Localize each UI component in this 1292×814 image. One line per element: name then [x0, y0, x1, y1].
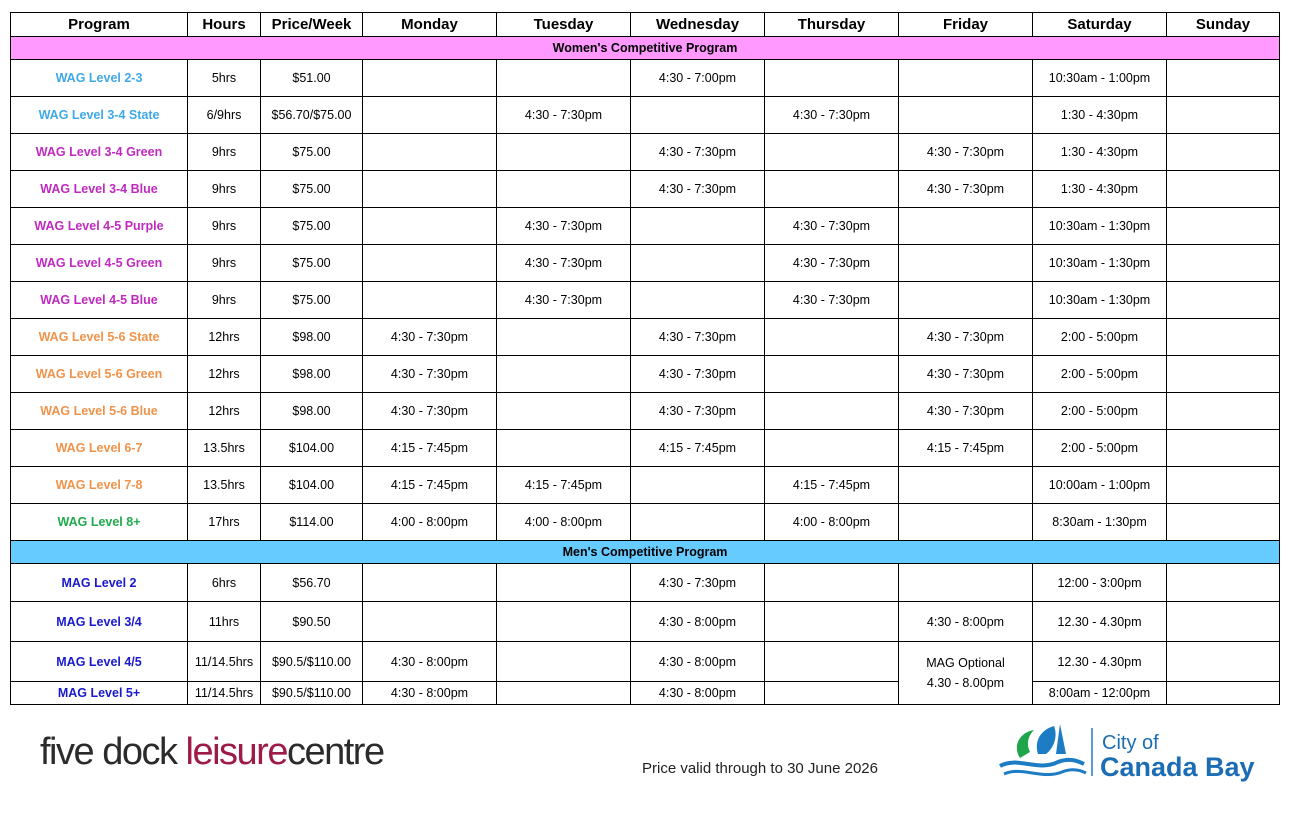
schedule-cell-thu [765, 171, 899, 208]
schedule-cell-fri [899, 97, 1033, 134]
schedule-cell-mon [363, 171, 497, 208]
price-cell: $98.00 [261, 319, 363, 356]
schedule-cell-wed [631, 245, 765, 282]
table-row [11, 642, 1280, 682]
table-row [11, 208, 1280, 245]
logo-text-canada-bay: Canada Bay [1100, 752, 1255, 782]
schedule-cell-fri: 4:30 - 7:30pm [899, 171, 1033, 208]
schedule-cell-thu [765, 682, 899, 705]
hours-cell: 6/9hrs [188, 97, 261, 134]
logo-text-city-of: City of [1102, 732, 1159, 754]
hours-cell: 13.5hrs [188, 430, 261, 467]
price-validity-note: Price valid through to 30 June 2026 [642, 760, 878, 777]
header-row [11, 13, 1280, 37]
schedule-cell-sun [1167, 245, 1280, 282]
schedule-cell-mon: 4:15 - 7:45pm [363, 467, 497, 504]
schedule-cell-tue: 4:30 - 7:30pm [497, 245, 631, 282]
price-cell: $75.00 [261, 282, 363, 319]
table-row [11, 504, 1280, 541]
logo-text-centre: centre [286, 731, 384, 773]
canada-bay-emblem-icon [1000, 724, 1086, 775]
program-name: WAG Level 5-6 Blue [11, 393, 188, 430]
schedule-cell-tue [497, 564, 631, 602]
schedule-cell-sun [1167, 467, 1280, 504]
table-row [11, 682, 1280, 705]
schedule-cell-mon [363, 97, 497, 134]
schedule-cell-sat: 2:00 - 5:00pm [1033, 430, 1167, 467]
schedule-cell-mon [363, 60, 497, 97]
schedule-cell-thu: 4:30 - 7:30pm [765, 282, 899, 319]
schedule-cell-tue [497, 602, 631, 642]
schedule-cell-tue [497, 171, 631, 208]
schedule-cell-tue [497, 319, 631, 356]
schedule-cell-fri-mag-optional [899, 642, 1033, 705]
schedule-cell-sun [1167, 504, 1280, 541]
schedule-cell-sat: 10:30am - 1:30pm [1033, 282, 1167, 319]
schedule-cell-wed [631, 97, 765, 134]
program-name: WAG Level 5-6 Green [11, 356, 188, 393]
schedule-cell-sun [1167, 356, 1280, 393]
schedule-cell-sat: 8:00am - 12:00pm [1033, 682, 1167, 705]
section-title: Men's Competitive Program [11, 541, 1280, 564]
price-cell: $56.70/$75.00 [261, 97, 363, 134]
schedule-cell-thu [765, 602, 899, 642]
schedule-cell-tue: 4:30 - 7:30pm [497, 97, 631, 134]
table-row [11, 430, 1280, 467]
schedule-cell-tue: 4:30 - 7:30pm [497, 208, 631, 245]
schedule-cell-tue [497, 642, 631, 682]
col-header-tuesday: Tuesday [497, 13, 631, 37]
schedule-cell-sat: 12.30 - 4.30pm [1033, 642, 1167, 682]
five-dock-leisure-centre-logo [40, 731, 384, 774]
schedule-cell-mon [363, 282, 497, 319]
schedule-cell-wed: 4:30 - 8:00pm [631, 642, 765, 682]
price-cell: $114.00 [261, 504, 363, 541]
schedule-cell-mon [363, 602, 497, 642]
schedule-cell-tue [497, 134, 631, 171]
hours-cell: 12hrs [188, 356, 261, 393]
mag-optional-time: 4.30 - 8.00pm [926, 676, 1005, 690]
table-row [11, 245, 1280, 282]
schedule-cell-fri [899, 467, 1033, 504]
schedule-cell-fri: 4:30 - 8:00pm [899, 602, 1033, 642]
price-cell: $90.5/$110.00 [261, 682, 363, 705]
col-header-program: Program [11, 13, 188, 37]
hours-cell: 12hrs [188, 319, 261, 356]
schedule-cell-sun [1167, 319, 1280, 356]
schedule-cell-wed: 4:30 - 7:00pm [631, 60, 765, 97]
schedule-cell-fri: 4:30 - 7:30pm [899, 134, 1033, 171]
schedule-cell-wed: 4:30 - 8:00pm [631, 602, 765, 642]
col-header-hours: Hours [188, 13, 261, 37]
schedule-cell-mon: 4:30 - 8:00pm [363, 682, 497, 705]
schedule-cell-mon: 4:30 - 8:00pm [363, 642, 497, 682]
schedule-cell-mon: 4:30 - 7:30pm [363, 356, 497, 393]
schedule-cell-fri [899, 504, 1033, 541]
table-row [11, 393, 1280, 430]
schedule-cell-mon: 4:30 - 7:30pm [363, 393, 497, 430]
schedule-cell-mon [363, 208, 497, 245]
col-header-friday: Friday [899, 13, 1033, 37]
schedule-cell-sun [1167, 602, 1280, 642]
table-row [11, 467, 1280, 504]
schedule-cell-fri: 4:30 - 7:30pm [899, 393, 1033, 430]
schedule-cell-sat: 12:00 - 3:00pm [1033, 564, 1167, 602]
schedule-cell-thu: 4:00 - 8:00pm [765, 504, 899, 541]
schedule-cell-wed [631, 208, 765, 245]
schedule-cell-tue [497, 393, 631, 430]
table-row [11, 564, 1280, 602]
price-cell: $75.00 [261, 245, 363, 282]
schedule-cell-wed: 4:30 - 7:30pm [631, 393, 765, 430]
schedule-table [10, 12, 1280, 705]
schedule-cell-thu [765, 430, 899, 467]
price-cell: $98.00 [261, 356, 363, 393]
schedule-cell-sat: 10:30am - 1:30pm [1033, 208, 1167, 245]
price-cell: $75.00 [261, 171, 363, 208]
hours-cell: 9hrs [188, 171, 261, 208]
logo-text-five-dock: five dock [40, 731, 186, 773]
schedule-cell-tue [497, 430, 631, 467]
price-cell: $98.00 [261, 393, 363, 430]
col-header-saturday: Saturday [1033, 13, 1167, 37]
schedule-cell-sat: 2:00 - 5:00pm [1033, 319, 1167, 356]
program-name: WAG Level 2-3 [11, 60, 188, 97]
schedule-cell-sat: 2:00 - 5:00pm [1033, 393, 1167, 430]
schedule-cell-fri [899, 245, 1033, 282]
program-name: WAG Level 4-5 Purple [11, 208, 188, 245]
program-name: WAG Level 3-4 Green [11, 134, 188, 171]
city-of-canada-bay-logo [998, 720, 1278, 784]
schedule-cell-fri: 4:15 - 7:45pm [899, 430, 1033, 467]
hours-cell: 6hrs [188, 564, 261, 602]
schedule-cell-wed: 4:30 - 7:30pm [631, 319, 765, 356]
hours-cell: 11/14.5hrs [188, 642, 261, 682]
schedule-cell-thu: 4:30 - 7:30pm [765, 245, 899, 282]
schedule-cell-thu: 4:30 - 7:30pm [765, 208, 899, 245]
schedule-cell-sun [1167, 134, 1280, 171]
schedule-cell-tue [497, 682, 631, 705]
logo-text-leisure: leisure [185, 731, 287, 773]
schedule-cell-tue [497, 60, 631, 97]
price-cell: $75.00 [261, 134, 363, 171]
price-cell: $90.50 [261, 602, 363, 642]
schedule-cell-sat: 8:30am - 1:30pm [1033, 504, 1167, 541]
hours-cell: 13.5hrs [188, 467, 261, 504]
schedule-cell-sat: 10:00am - 1:00pm [1033, 467, 1167, 504]
schedule-cell-wed [631, 282, 765, 319]
schedule-cell-sun [1167, 393, 1280, 430]
schedule-cell-thu [765, 60, 899, 97]
hours-cell: 5hrs [188, 60, 261, 97]
schedule-cell-sun [1167, 97, 1280, 134]
schedule-cell-wed: 4:30 - 7:30pm [631, 134, 765, 171]
col-header-thursday: Thursday [765, 13, 899, 37]
hours-cell: 17hrs [188, 504, 261, 541]
schedule-cell-sun [1167, 208, 1280, 245]
program-name: MAG Level 4/5 [11, 642, 188, 682]
hours-cell: 9hrs [188, 245, 261, 282]
program-name: WAG Level 8+ [11, 504, 188, 541]
price-cell: $51.00 [261, 60, 363, 97]
schedule-cell-mon [363, 564, 497, 602]
schedule-cell-mon [363, 134, 497, 171]
schedule-cell-wed [631, 504, 765, 541]
price-cell: $90.5/$110.00 [261, 642, 363, 682]
schedule-cell-sat: 1:30 - 4:30pm [1033, 171, 1167, 208]
schedule-cell-thu: 4:15 - 7:45pm [765, 467, 899, 504]
program-name: MAG Level 5+ [11, 682, 188, 705]
table-row [11, 134, 1280, 171]
hours-cell: 9hrs [188, 282, 261, 319]
schedule-cell-thu [765, 393, 899, 430]
schedule-cell-tue: 4:00 - 8:00pm [497, 504, 631, 541]
schedule-cell-mon: 4:15 - 7:45pm [363, 430, 497, 467]
schedule-cell-tue: 4:15 - 7:45pm [497, 467, 631, 504]
mag-optional-label: MAG Optional [926, 656, 1005, 670]
schedule-cell-fri [899, 60, 1033, 97]
hours-cell: 12hrs [188, 393, 261, 430]
schedule-cell-thu [765, 134, 899, 171]
table-row [11, 282, 1280, 319]
schedule-cell-sun [1167, 682, 1280, 705]
schedule-cell-sat: 12.30 - 4.30pm [1033, 602, 1167, 642]
program-name: WAG Level 4-5 Green [11, 245, 188, 282]
schedule-cell-tue: 4:30 - 7:30pm [497, 282, 631, 319]
col-header-price: Price/Week [261, 13, 363, 37]
table-row [11, 356, 1280, 393]
schedule-cell-wed: 4:30 - 7:30pm [631, 171, 765, 208]
schedule-cell-thu: 4:30 - 7:30pm [765, 97, 899, 134]
schedule-cell-fri: 4:30 - 7:30pm [899, 356, 1033, 393]
schedule-cell-fri [899, 282, 1033, 319]
schedule-cell-wed: 4:30 - 7:30pm [631, 564, 765, 602]
program-name: WAG Level 3-4 State [11, 97, 188, 134]
schedule-cell-sun [1167, 430, 1280, 467]
schedule-cell-wed: 4:30 - 8:00pm [631, 682, 765, 705]
schedule-cell-sun [1167, 60, 1280, 97]
schedule-cell-fri [899, 564, 1033, 602]
col-header-wednesday: Wednesday [631, 13, 765, 37]
section-title: Women's Competitive Program [11, 37, 1280, 60]
program-name: MAG Level 2 [11, 564, 188, 602]
col-header-sunday: Sunday [1167, 13, 1280, 37]
schedule-cell-mon: 4:00 - 8:00pm [363, 504, 497, 541]
price-cell: $104.00 [261, 467, 363, 504]
table-row [11, 97, 1280, 134]
price-cell: $104.00 [261, 430, 363, 467]
schedule-cell-sun [1167, 564, 1280, 602]
schedule-cell-sat: 1:30 - 4:30pm [1033, 97, 1167, 134]
price-cell: $56.70 [261, 564, 363, 602]
program-name: WAG Level 7-8 [11, 467, 188, 504]
schedule-cell-sun [1167, 282, 1280, 319]
section-header-mens [11, 541, 1280, 564]
price-cell: $75.00 [261, 208, 363, 245]
program-name: MAG Level 3/4 [11, 602, 188, 642]
schedule-cell-thu [765, 642, 899, 682]
schedule-cell-sun [1167, 642, 1280, 682]
schedule-cell-sat: 1:30 - 4:30pm [1033, 134, 1167, 171]
schedule-cell-wed: 4:30 - 7:30pm [631, 356, 765, 393]
section-header-womens [11, 37, 1280, 60]
schedule-cell-sat: 10:30am - 1:30pm [1033, 245, 1167, 282]
table-row [11, 171, 1280, 208]
hours-cell: 9hrs [188, 134, 261, 171]
schedule-cell-thu [765, 319, 899, 356]
schedule-cell-wed [631, 467, 765, 504]
hours-cell: 11hrs [188, 602, 261, 642]
program-name: WAG Level 5-6 State [11, 319, 188, 356]
table-row [11, 602, 1280, 642]
hours-cell: 9hrs [188, 208, 261, 245]
schedule-cell-sun [1167, 171, 1280, 208]
schedule-cell-wed: 4:15 - 7:45pm [631, 430, 765, 467]
schedule-cell-thu [765, 356, 899, 393]
col-header-monday: Monday [363, 13, 497, 37]
schedule-cell-tue [497, 356, 631, 393]
schedule-cell-fri [899, 208, 1033, 245]
table-row [11, 319, 1280, 356]
schedule-cell-mon [363, 245, 497, 282]
program-name: WAG Level 4-5 Blue [11, 282, 188, 319]
table-row [11, 60, 1280, 97]
program-name: WAG Level 3-4 Blue [11, 171, 188, 208]
schedule-cell-thu [765, 564, 899, 602]
hours-cell: 11/14.5hrs [188, 682, 261, 705]
schedule-cell-sat: 10:30am - 1:00pm [1033, 60, 1167, 97]
schedule-cell-sat: 2:00 - 5:00pm [1033, 356, 1167, 393]
program-name: WAG Level 6-7 [11, 430, 188, 467]
schedule-cell-mon: 4:30 - 7:30pm [363, 319, 497, 356]
schedule-cell-fri: 4:30 - 7:30pm [899, 319, 1033, 356]
